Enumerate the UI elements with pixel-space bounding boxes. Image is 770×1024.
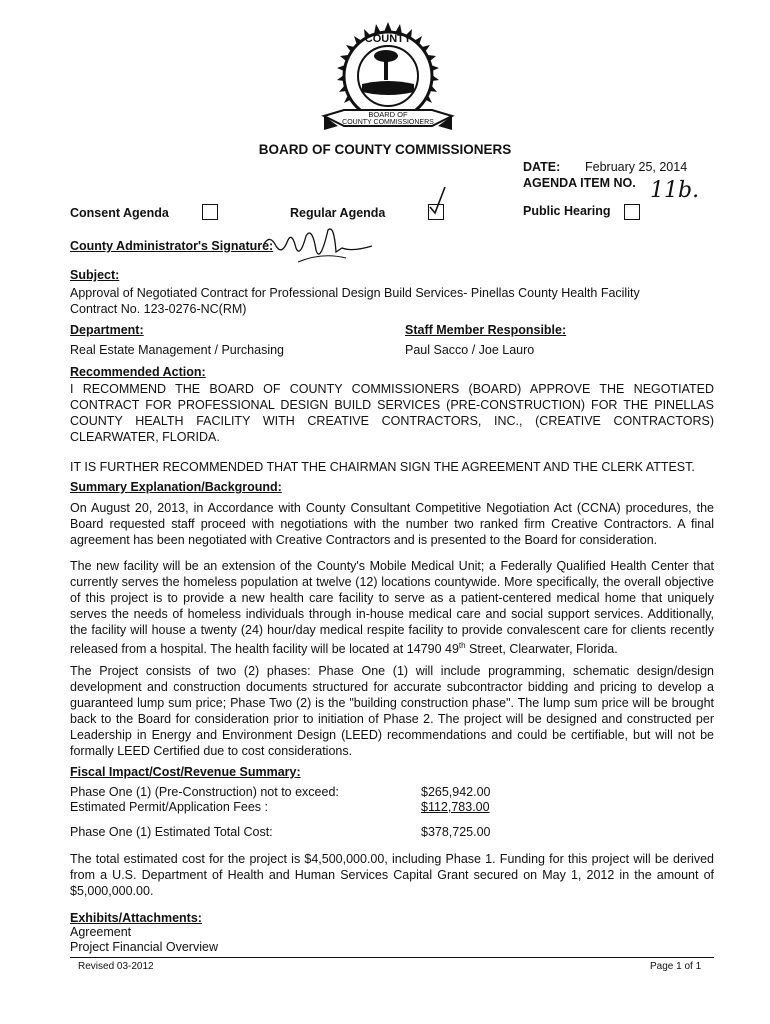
- exhibit-item: Project Financial Overview: [70, 940, 218, 954]
- recommended-text: I RECOMMEND THE BOARD OF COUNTY COMMISSIONERS (BOARD) APPROVE THE NEGOTIATED CONTRACT FOR PROFESSIONAL DESIGN BUILD SERVICES (PRE-CONSTRUCTION) FOR THE PINELLAS COUNTY HEALTH FACILITY WITH CREATIVE CONTRACTORS, INC., (CREATIVE CONTRACTORS) CLEARWATER, FLORIDA.: [70, 382, 714, 444]
- fiscal-row-value: $378,725.00: [421, 825, 491, 839]
- department-heading: Department:: [70, 323, 144, 337]
- recommended-heading: Recommended Action:: [70, 365, 206, 379]
- public-hearing-label: Public Hearing: [523, 204, 611, 218]
- checkmark-icon: [427, 185, 451, 219]
- summary-heading: Summary Explanation/Background:: [70, 480, 282, 494]
- fiscal-total-text: The total estimated cost for the project is $4,500,000.00, including Phase 1. Funding for this project will be derived from a U.S. Department of Health and Human Services Capital Grant secured on May 1, 2012 in the amount of $5,000,000.00.: [70, 852, 714, 898]
- county-seal: [318, 18, 458, 146]
- administrator-signature-label: County Administrator's Signature:: [70, 239, 274, 253]
- handwritten-signature: [262, 222, 382, 272]
- fiscal-row-label: Phase One (1) (Pre-Construction) not to exceed:: [70, 785, 339, 799]
- staff-heading: Staff Member Responsible:: [405, 323, 567, 337]
- svg-text:BOARD OF: BOARD OF: [368, 110, 408, 119]
- regular-agenda-checkbox[interactable]: [428, 204, 444, 220]
- fiscal-row-value: $265,942.00: [421, 785, 491, 799]
- fiscal-row-label: Estimated Permit/Application Fees :: [70, 800, 268, 814]
- fiscal-heading: Fiscal Impact/Cost/Revenue Summary:: [70, 765, 301, 779]
- public-hearing-checkbox[interactable]: [624, 204, 640, 220]
- consent-agenda-checkbox[interactable]: [202, 204, 218, 220]
- svg-text:COUNTY: COUNTY: [364, 33, 412, 45]
- summary-paragraph-1: On August 20, 2013, in Accordance with County Consultant Competitive Negotiation Act (CCNA) procedures, the Board requested staff proceed with negotiations with the number two ranked firm Creative Contractors. A final agreement has been negotiated with Creative Contractors and is presented to the Board for consideration.: [70, 501, 714, 547]
- agenda-item-label: AGENDA ITEM NO.: [523, 176, 636, 190]
- summary-paragraph-3: The Project consists of two (2) phases: Phase One (1) will include programming, schematic design/design development and construction documents structured for accurate subcontractor bidding and pricing to develop a guaranteed lump sum price; Phase Two (2) is the "building construction phase". The lump sum price will be brought back to the Board for consideration prior to initiation of Phase 2. The project will be designed and constructed per Leadership in Energy and Environment Design (LEED) recommendations and could be certifiable, but will not be formally LEED Certified due to cost considerations.: [70, 664, 714, 758]
- exhibits-heading: Exhibits/Attachments:: [70, 911, 202, 925]
- footer-divider: [70, 957, 714, 958]
- recommended-further: IT IS FURTHER RECOMMENDED THAT THE CHAIRMAN SIGN THE AGREEMENT AND THE CLERK ATTEST.: [70, 460, 695, 474]
- date-value: February 25, 2014: [585, 160, 688, 174]
- agenda-item-handwritten: 11b.: [650, 178, 700, 203]
- department-value: Real Estate Management / Purchasing: [70, 343, 285, 357]
- fiscal-row-value: $112,783.00: [421, 800, 490, 814]
- consent-agenda-label: Consent Agenda: [70, 206, 169, 220]
- footer-revised: Revised 03-2012: [78, 961, 154, 972]
- date-label: DATE:: [523, 160, 561, 174]
- svg-text:COUNTY COMMISSIONERS: COUNTY COMMISSIONERS: [342, 119, 434, 126]
- ordinal-suffix: th: [458, 641, 466, 650]
- subject-line-2: Contract No. 123-0276-NC(RM): [70, 302, 247, 316]
- page-title: BOARD OF COUNTY COMMISSIONERS: [258, 142, 512, 157]
- subject-line-1: Approval of Negotiated Contract for Professional Design Build Services- Pinellas County Health Facility: [70, 286, 640, 300]
- subject-heading: Subject:: [70, 268, 120, 282]
- footer-page-number: Page 1 of 1: [650, 961, 702, 972]
- fiscal-row-label: Phase One (1) Estimated Total Cost:: [70, 825, 273, 839]
- exhibit-item: Agreement: [70, 925, 132, 939]
- summary-paragraph-2: The new facility will be an extension of the County's Mobile Medical Unit; a Federally Qualified Health Center that currently serves the homeless population at twelve (12) locations countywide. More specifically, the overall objective of this project is to provide a new health care facility to serve as a patient-centered medical home that uniquely serves the needs of homeless individuals through in-house medical care and social support services. Additionally, the facility will house a twenty (24) hour/day medical respite facility to provide convalescent care for clients recently released from a hospital. The health facility will be located at 14790 49th Street, Clearwater, Florida.: [70, 559, 714, 657]
- staff-value: Paul Sacco / Joe Lauro: [405, 343, 535, 357]
- regular-agenda-label: Regular Agenda: [290, 206, 386, 220]
